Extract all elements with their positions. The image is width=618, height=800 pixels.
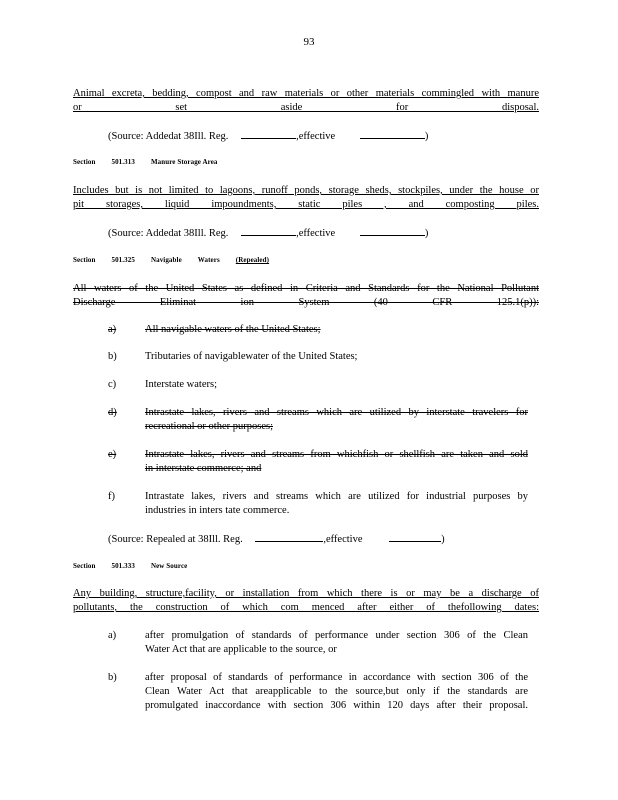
source-text: (Source: Repealed at 38Ill. Reg. bbox=[108, 534, 243, 545]
section-number: 501.325 bbox=[111, 256, 135, 264]
list-text: in interstate commerce; and bbox=[145, 463, 262, 474]
paragraph-line: or set aside for disposal. bbox=[73, 102, 539, 113]
section-title: New Source bbox=[150, 562, 188, 570]
section-heading-501-325 bbox=[73, 256, 285, 264]
list-text: industries in inters tate commerce. bbox=[145, 505, 290, 516]
list-text: Clean Water Act that areapplicable to the source,but only if the standards are bbox=[145, 686, 528, 697]
list-text: after proposal of standards of performance in accordance with section 306 of the bbox=[145, 672, 528, 683]
close-paren: ) bbox=[441, 534, 445, 545]
section-label: Section bbox=[73, 158, 96, 166]
paragraph-line: Animal excreta, bedding, compost and raw materials or other materials commingled with manure bbox=[73, 88, 539, 99]
section-number: 501.333 bbox=[111, 562, 135, 570]
blank-line bbox=[255, 531, 323, 542]
paragraph-line: pit storages, liquid impoundments, static piles , and composting piles. bbox=[73, 199, 539, 210]
section-number: 501.313 bbox=[111, 158, 135, 166]
source-text: (Source: Addedat 38Ill. Reg. bbox=[108, 131, 229, 142]
list-marker: f) bbox=[108, 491, 115, 502]
list-marker: e) bbox=[108, 449, 117, 460]
list-marker: b) bbox=[108, 672, 117, 683]
section-heading-501-333 bbox=[73, 562, 203, 570]
list-text: All navigable waters of the United States; bbox=[145, 324, 321, 335]
blank-line bbox=[360, 225, 425, 236]
source-note bbox=[108, 225, 428, 239]
section-heading-501-313 bbox=[73, 158, 234, 166]
list-marker: d) bbox=[108, 407, 117, 418]
list-marker: b) bbox=[108, 351, 117, 362]
section-label: Section bbox=[73, 256, 96, 264]
source-note bbox=[108, 531, 445, 545]
source-text: (Source: Addedat 38Ill. Reg. bbox=[108, 228, 229, 239]
paragraph-line: Includes but is not limited to lagoons, runoff ponds, storage sheds, stockpiles, under the house or bbox=[73, 185, 539, 196]
definition-paragraph-navigable-waters bbox=[73, 282, 539, 310]
list-text: after promulgation of standards of performance under section 306 of the Clean bbox=[145, 630, 528, 641]
effective-label: ,effective bbox=[296, 131, 336, 142]
section-label: Section bbox=[73, 562, 96, 570]
effective-label: ,effective bbox=[296, 228, 336, 239]
effective-label: ,effective bbox=[323, 534, 363, 545]
paragraph-line: Discharge Eliminat ion System (40 CFR 125.1(p)): bbox=[73, 297, 539, 308]
definition-paragraph-manure bbox=[73, 87, 539, 115]
list-text: recreational or other purposes; bbox=[145, 421, 273, 432]
close-paren: ) bbox=[424, 131, 429, 142]
section-title: Manure Storage Area bbox=[150, 158, 218, 166]
repealed-label: (Repealed) bbox=[235, 256, 270, 264]
close-paren: ) bbox=[424, 228, 429, 239]
section-title: Waters bbox=[197, 256, 220, 264]
blank-line bbox=[241, 225, 296, 236]
definition-paragraph-new-source bbox=[73, 587, 539, 615]
list-text: Intrastate lakes, rivers and streams from whichfish or shellfish are taken and sold bbox=[145, 449, 528, 460]
list-text: Intrastate lakes, rivers and streams which are utilized by interstate travelers for bbox=[145, 407, 528, 418]
definition-paragraph-storage-area bbox=[73, 184, 539, 212]
list-text: Tributaries of navigablewater of the United States; bbox=[145, 351, 358, 362]
blank-line bbox=[389, 531, 441, 542]
list-text: Water Act that are applicable to the source, or bbox=[145, 644, 337, 655]
list-marker: c) bbox=[108, 379, 117, 390]
source-note bbox=[108, 128, 428, 142]
list-marker: a) bbox=[108, 630, 117, 641]
paragraph-line: pollutants, the construction of which com menced after either of thefollowing dates: bbox=[73, 602, 539, 613]
blank-line bbox=[360, 128, 425, 139]
paragraph-line: Any building, structure,facility, or installation from which there is or may be a discharge of bbox=[73, 588, 539, 599]
list-text: promulgated inaccordance with section 306 within 120 days after their proposal. bbox=[145, 700, 528, 711]
list-marker: a) bbox=[108, 324, 117, 335]
section-title: Navigable bbox=[150, 256, 182, 264]
blank-line bbox=[241, 128, 296, 139]
list-text: Interstate waters; bbox=[145, 379, 218, 390]
paragraph-line: All waters of the United States as defined in Criteria and Standards for the National Pollutant bbox=[73, 283, 539, 294]
list-text: Intrastate lakes, rivers and streams which are utilized for industrial purposes by bbox=[145, 491, 528, 502]
page-number: 93 bbox=[303, 36, 315, 48]
